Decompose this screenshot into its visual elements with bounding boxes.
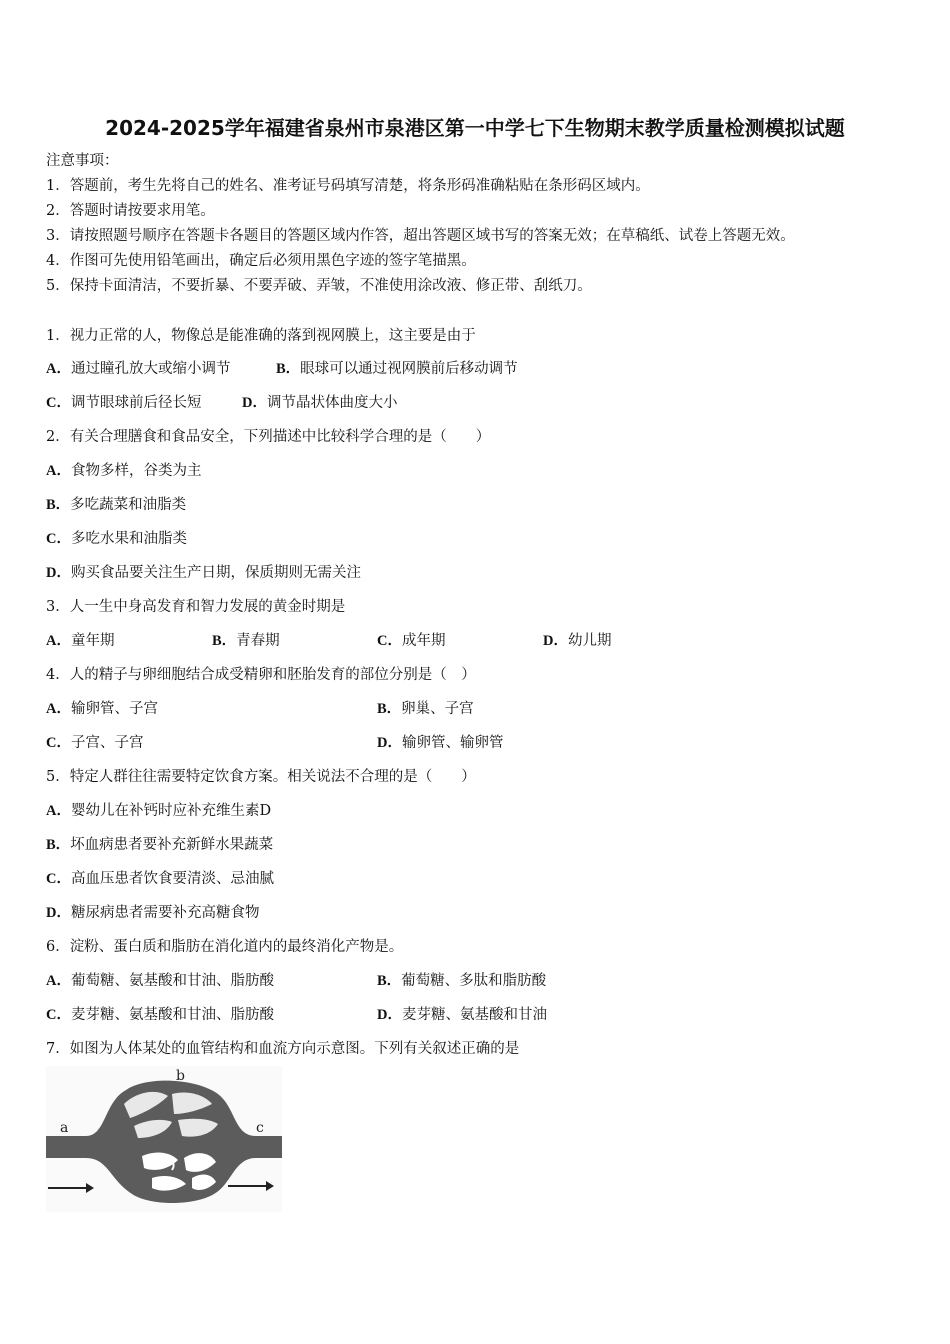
option-text: 子宫、子宫 [70,735,144,751]
option-letter: C． [46,531,71,547]
q5-option-a [46,801,271,821]
option-letter: D． [46,565,71,581]
option-letter: D． [377,1007,402,1023]
option-letter: A． [46,803,71,819]
option-text: 多吃蔬菜和油脂类 [70,497,187,513]
option-letter: B． [212,633,237,649]
q5-option-b [46,835,273,855]
q4-option-c [46,733,143,753]
option-letter: C． [377,633,402,649]
option-text: 童年期 [70,633,115,649]
option-text: 通过瞳孔放大或缩小调节 [70,361,231,377]
option-letter: B． [377,701,402,717]
notice-item: 1．答题前，考生先将自己的姓名、准考证号码填写清楚，将条形码准确粘贴在条形码区域内。 [46,178,650,194]
option-letter: A． [46,973,71,989]
q1-option-b [276,359,518,379]
question-2-stem: 2．有关合理膳食和食品安全，下列描述中比较科学合理的是（ ） [46,429,491,445]
option-letter: D． [242,395,267,411]
q6-option-d [377,1005,547,1025]
option-text: 幼儿期 [567,633,612,649]
option-letter: B． [377,973,402,989]
question-3-stem: 3．人一生中身高发育和智力发展的黄金时期是 [46,599,346,615]
option-letter: A． [46,463,71,479]
q6-option-c [46,1005,274,1025]
q4-option-b [377,699,474,719]
option-letter: B． [46,837,71,853]
option-text: 输卵管、子宫 [70,701,158,717]
option-text: 婴幼儿在补钙时应补充维生素D [70,803,272,819]
option-text: 麦芽糖、氨基酸和甘油、脂肪酸 [70,1007,274,1023]
notice-heading: 注意事项： [46,153,119,169]
q3-option-a [46,631,114,651]
option-text: 麦芽糖、氨基酸和甘油 [401,1007,547,1023]
option-text: 葡萄糖、氨基酸和甘油、脂肪酸 [70,973,274,989]
blood-vessel-diagram [46,1066,282,1212]
option-text: 购买食品要关注生产日期，保质期则无需关注 [70,565,361,581]
notice-item: 3．请按照题号顺序在答题卡各题目的答题区域内作答，超出答题区域书写的答案无效；在草稿纸、试卷上答题无效。 [46,228,795,244]
option-text: 青春期 [236,633,280,649]
question-7-stem: 7．如图为人体某处的血管结构和血流方向示意图。下列有关叙述正确的是 [46,1041,520,1057]
option-text: 眼球可以通过视网膜前后移动调节 [300,361,518,377]
label-c: c [256,1120,264,1136]
option-letter: C． [46,735,71,751]
q4-option-d [377,733,503,753]
option-letter: D． [46,905,71,921]
option-letter: C． [46,1007,71,1023]
question-1-stem: 1．视力正常的人，物像总是能准确的落到视网膜上，这主要是由于 [46,328,476,344]
question-4-stem: 4．人的精子与卵细胞结合成受精卵和胚胎发育的部位分别是（ ） [46,667,476,683]
option-letter: D． [377,735,402,751]
q2-option-d [46,563,361,583]
q2-option-b [46,495,186,515]
option-letter: B． [276,361,301,377]
option-text: 调节眼球前后径长短 [70,395,202,411]
option-text: 多吃水果和油脂类 [70,531,187,547]
option-letter: A． [46,701,71,717]
notice-item: 4．作图可先使用铅笔画出，确定后必须用黑色字迹的签字笔描黑。 [46,253,476,269]
label-b: b [176,1068,185,1084]
page-title: 2024-2025学年福建省泉州市泉港区第一中学七下生物期末教学质量检测模拟试题 [105,116,845,140]
option-text: 卵巢、子宫 [401,701,474,717]
option-text: 葡萄糖、多肽和脂肪酸 [401,973,547,989]
option-letter: B． [46,497,71,513]
q4-option-a [46,699,158,719]
option-text: 高血压患者饮食要清淡、忌油腻 [70,871,274,887]
option-text: 糖尿病患者需要补充高糖食物 [70,905,260,921]
option-letter: D． [543,633,568,649]
question-5-stem: 5．特定人群往往需要特定饮食方案。相关说法不合理的是（ ） [46,769,476,785]
q6-option-b [377,971,546,991]
question-6-stem: 6．淀粉、蛋白质和脂肪在消化道内的最终消化产物是。 [46,939,404,955]
option-text: 输卵管、输卵管 [401,735,504,751]
notice-item: 2．答题时请按要求用笔。 [46,203,215,219]
option-letter: C． [46,871,71,887]
q5-option-c [46,869,274,889]
label-a: a [60,1120,69,1136]
q2-option-c [46,529,187,549]
option-text: 调节晶状体曲度大小 [266,395,398,411]
option-text: 食物多样，谷类为主 [70,463,202,479]
q1-option-d [242,393,397,413]
q1-option-c [46,393,201,413]
option-text: 坏血病患者要补充新鲜水果蔬菜 [70,837,274,853]
option-letter: A． [46,633,71,649]
q2-option-a [46,461,201,481]
option-letter: A． [46,361,71,377]
q6-option-a [46,971,274,991]
q5-option-d [46,903,259,923]
notice-item: 5．保持卡面清洁，不要折暴、不要弄破、弄皱，不准使用涂改液、修正带、刮纸刀。 [46,278,592,294]
q3-option-c [377,631,445,651]
option-text: 成年期 [401,633,446,649]
q3-option-d [543,631,611,651]
q1-option-a [46,359,230,379]
option-letter: C． [46,395,71,411]
q3-option-b [212,631,280,651]
